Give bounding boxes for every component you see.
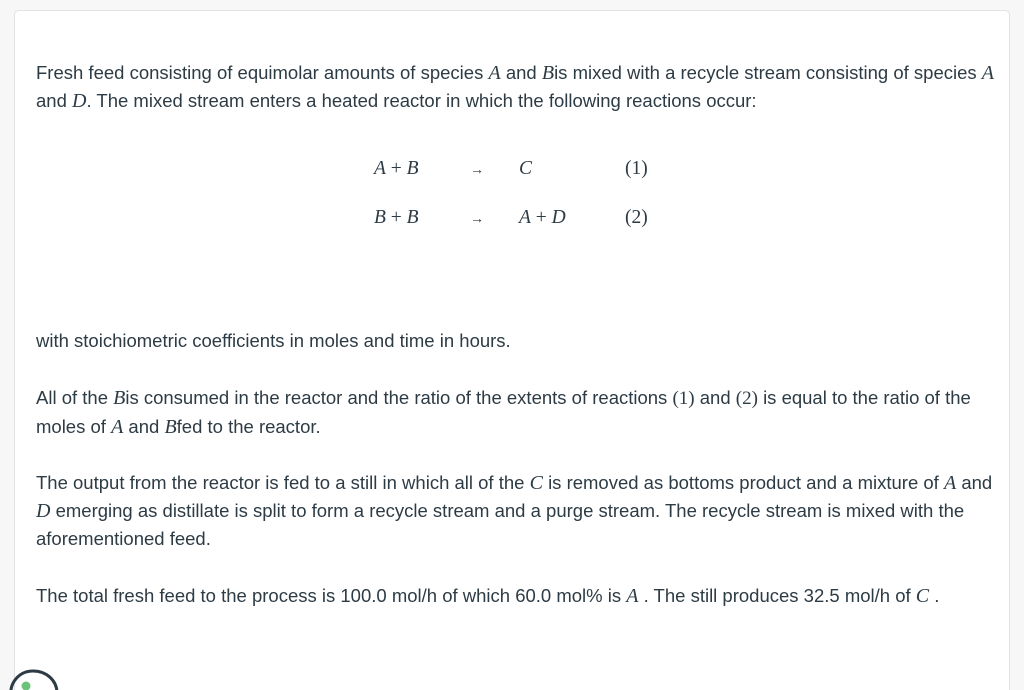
reaction-1-reactants: A + B bbox=[374, 158, 419, 179]
reaction-1-label: (1) bbox=[625, 158, 648, 179]
paragraph-reactor-conditions: All of the Bis consumed in the reactor and the ratio of the extents of reactions (1) and (2) is equal to the ratio of the moles of A and Bfed to the reactor. bbox=[36, 387, 971, 438]
reaction-2-label: (2) bbox=[625, 207, 648, 228]
paragraph-still-description: The output from the reactor is fed to a still in which all of the C is removed as bottoms product and a mixture of A and D emerging as distillate is split to form a recycle stream and a purge stream. The recycle stream is mixed with the aforementioned feed. bbox=[36, 472, 993, 549]
reaction-2-products: A + D bbox=[519, 207, 566, 228]
paragraph-process-data: The total fresh feed to the process is 100.0 mol/h of which 60.0 mol% is A . The still produces 32.5 mol/h of C . bbox=[36, 585, 940, 607]
reaction-1-products: C bbox=[519, 158, 533, 179]
reaction-1-arrow: → bbox=[470, 163, 484, 178]
reaction-2-reactants: B + B bbox=[374, 207, 419, 228]
assistant-avatar-icon bbox=[5, 657, 61, 690]
reaction-2-arrow: → bbox=[470, 212, 484, 227]
avatar-dot-icon bbox=[22, 682, 31, 690]
paragraph-units: with stoichiometric coefficients in moles and time in hours. bbox=[36, 330, 511, 351]
question-card bbox=[14, 10, 1010, 690]
paragraph-feed-description: Fresh feed consisting of equimolar amounts of species A and Bis mixed with a recycle stream consisting of species A and D. The mixed stream enters a heated reactor in which the following reactions occur: bbox=[36, 62, 994, 112]
